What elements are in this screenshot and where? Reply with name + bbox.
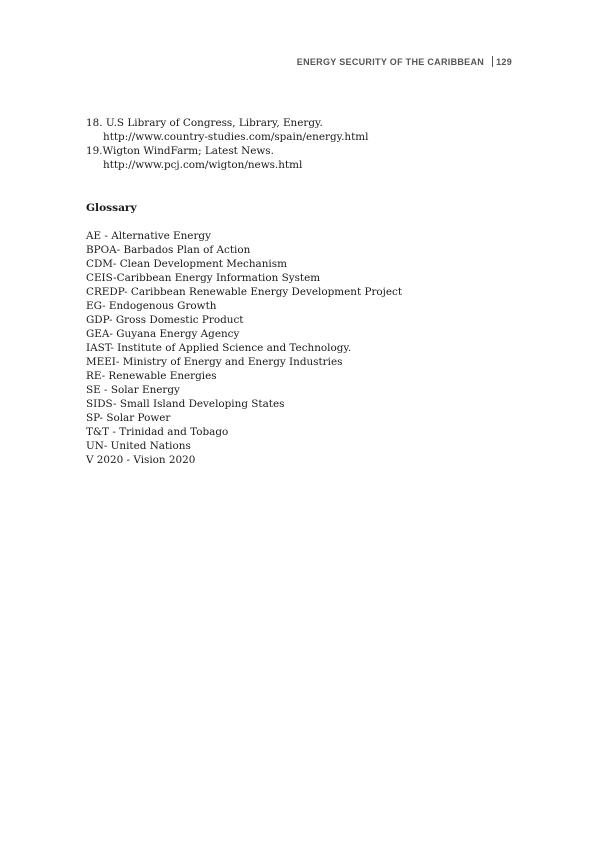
glossary-item: BPOA- Barbados Plan of Action [86,244,251,256]
running-header-title: ENERGY SECURITY OF THE CARIBBEAN [296,56,485,67]
glossary-item: RE- Renewable Energies [86,370,217,382]
glossary-item: SP- Solar Power [86,412,171,424]
reference-url: http://www.country-studies.com/spain/energy.html [103,131,369,143]
reference-list [86,116,368,172]
running-header [297,56,512,67]
glossary-item: CREDP- Caribbean Renewable Energy Development Project [86,286,403,298]
glossary-item: CDM- Clean Development Mechanism [86,258,287,270]
reference-item: 19.Wigton WindFarm; Latest News. [86,145,274,157]
glossary-item: T&T - Trinidad and Tobago [86,426,229,438]
glossary-item: SIDS- Small Island Developing States [86,398,285,410]
glossary-heading: Glossary [86,202,137,214]
glossary-item: MEEI- Ministry of Energy and Energy Industries [86,356,343,368]
glossary-item: SE - Solar Energy [86,384,180,396]
glossary-list [86,229,402,467]
glossary-item: CEIS-Caribbean Energy Information System [86,272,321,284]
glossary-item: GDP- Gross Domestic Product [86,314,244,326]
glossary-item: UN- United Nations [86,440,191,452]
glossary-item: EG- Endogenous Growth [86,300,217,312]
glossary-item: GEA- Guyana Energy Agency [86,328,240,340]
reference-item: 18. U.S Library of Congress, Library, Energy. [86,117,323,129]
reference-url: http://www.pcj.com/wigton/news.html [103,159,303,171]
glossary-item: V 2020 - Vision 2020 [86,454,196,466]
glossary-item: IAST- Institute of Applied Science and Technology. [86,342,352,354]
page-number: 129 [496,56,512,67]
glossary-item: AE - Alternative Energy [86,230,211,242]
header-divider [492,56,493,67]
